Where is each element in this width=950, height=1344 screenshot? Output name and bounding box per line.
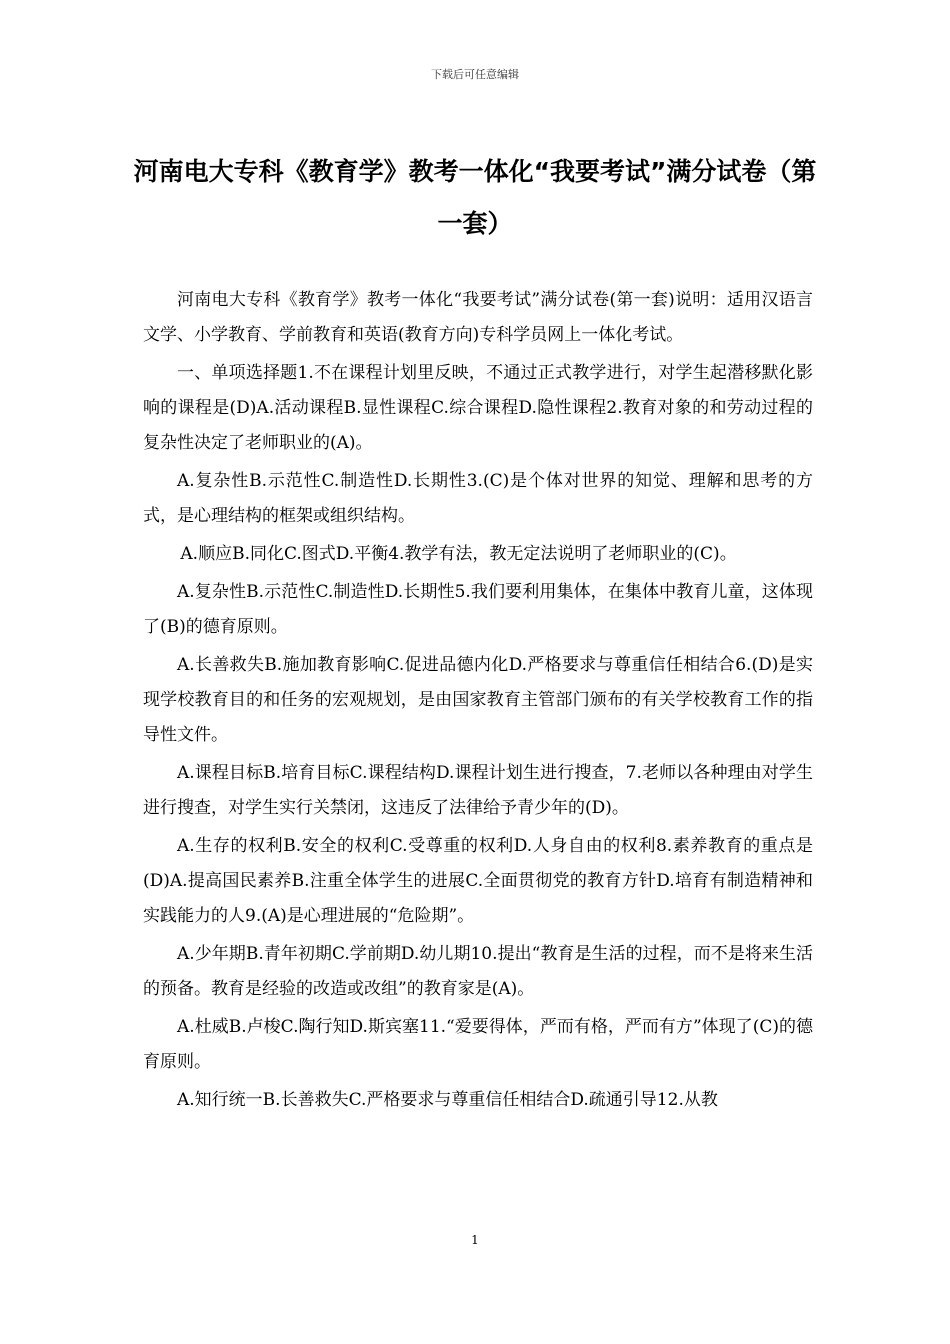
paragraph-question: A.复杂性B.示范性C.制造性D.长期性3.(C)是个体对世界的知觉、理解和思考的方式，是心理结构的框架或组织结构。 xyxy=(143,471,813,526)
paragraph-question: A.知行统一B.长善救失C.严格要求与尊重信任相结合D.疏通引导12.从教 xyxy=(177,1090,718,1110)
paragraph-question: A.生存的权利B.安全的权利C.受尊重的权利D.人身自由的权利8.素养教育的重点是(D)A.提高国民素养B.注重全体学生的进展C.全面贯彻党的教育方针D.培育有制造精神和实践能力的人9.(A)是心理进展的“危险期”。 xyxy=(143,836,813,926)
paragraph-question: A.顺应B.同化C.图式D.平衡4.教学有法，教无定法说明了老师职业的(C)。 xyxy=(180,544,737,564)
paragraph-question: A.长善救失B.施加教育影响C.促进品德内化D.严格要求与尊重信任相结合6.(D)是实现学校教育目的和任务的宏观规划，是由国家教育主管部门颁布的有关学校教育工作的指导性文件。 xyxy=(143,655,813,745)
paragraph-intro: 河南电大专科《教育学》教考一体化“我要考试”满分试卷(第一套)说明：适用汉语言文学、小学教育、学前教育和英语(教育方向)专科学员网上一体化考试。 xyxy=(143,290,813,345)
paragraph-question: 一、单项选择题1.不在课程计划里反映，不通过正式教学进行，对学生起潜移默化影响的课程是(D)A.活动课程B.显性课程C.综合课程D.隐性课程2.教育对象的和劳动过程的复杂性决定了老师职业的(A)。 xyxy=(143,363,813,453)
header-note: 下载后可任意编辑 xyxy=(431,68,519,81)
page-number: 1 xyxy=(471,1233,479,1247)
document-title: 河南电大专科《教育学》教考一体化“我要考试”满分试卷（第一套） xyxy=(133,157,817,238)
paragraph-question: A.杜威B.卢梭C.陶行知D.斯宾塞11.“爱要得体，严而有格，严而有方”体现了(C)的德育原则。 xyxy=(143,1017,813,1072)
paragraph-question: A.复杂性B.示范性C.制造性D.长期性5.我们要利用集体，在集体中教育儿童，这体现了(B)的德育原则。 xyxy=(143,582,813,637)
paragraph-question: A.少年期B.青年初期C.学前期D.幼儿期10.提出“教育是生活的过程，而不是将来生活的预备。教育是经验的改造或改组”的教育家是(A)。 xyxy=(143,944,813,999)
paragraph-question: A.课程目标B.培育目标C.课程结构D.课程计划生进行搜查，7.老师以各种理由对学生进行搜查，对学生实行关禁闭，这违反了法律给予青少年的(D)。 xyxy=(143,763,813,818)
document-body xyxy=(143,283,813,1121)
